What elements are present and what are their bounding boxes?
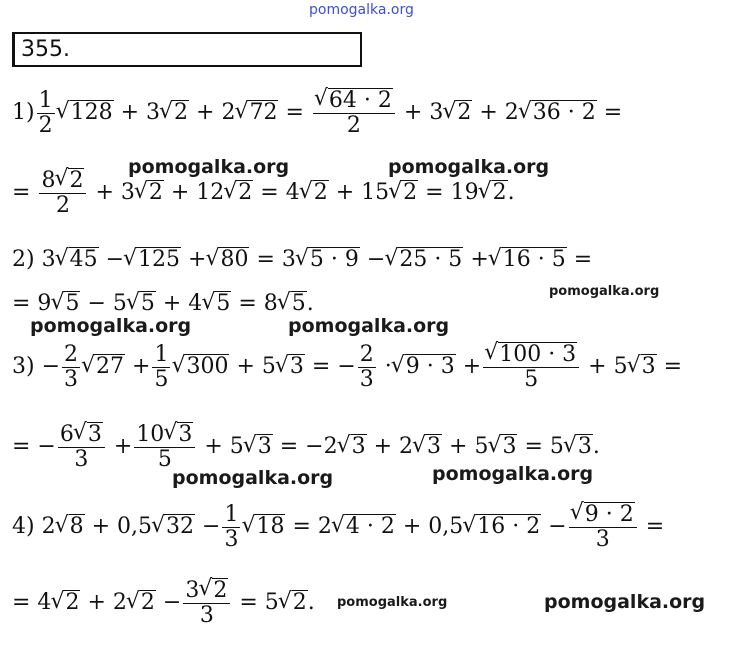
math-text: 3 [427, 434, 442, 459]
fraction [152, 343, 170, 392]
sqrt [51, 291, 80, 317]
fraction [183, 578, 230, 628]
math-text: 16 · 5 [502, 247, 566, 272]
watermark[interactable]: pomogalka.org [288, 315, 450, 337]
math-text: 2 [69, 168, 84, 193]
math-text: 2 [148, 180, 163, 205]
problem-3-line-1 [12, 342, 682, 392]
math-text: · [384, 354, 392, 379]
math-text: 2 [346, 113, 361, 138]
math-text: 3 [224, 526, 239, 552]
sqrt [57, 100, 114, 126]
sqrt [127, 291, 156, 317]
math-text: . [507, 180, 515, 205]
sqrt [279, 590, 308, 616]
fraction [62, 343, 80, 392]
watermark[interactable]: pomogalka.org [172, 467, 334, 489]
sqrt [315, 88, 393, 113]
watermark[interactable]: pomogalka.org [128, 156, 290, 178]
sqrt [385, 247, 463, 273]
sqrt [51, 590, 80, 616]
sqrt [278, 291, 307, 317]
math-text: = [663, 354, 683, 379]
math-text: 18 [256, 514, 285, 539]
math-text: = − [311, 354, 356, 379]
math-text: + 3 [95, 180, 135, 205]
sqrt [152, 514, 195, 540]
sqrt [242, 514, 285, 540]
math-text: = − [12, 434, 56, 459]
math-text: 2 [65, 590, 80, 615]
math-text: 72 [249, 100, 278, 125]
math-text: + 4 [162, 291, 203, 316]
sqrt [124, 247, 181, 273]
math-text: = 4 [12, 590, 52, 615]
math-text: 2 [41, 514, 56, 539]
problem-1-line-2 [12, 168, 515, 218]
math-text: 3 [74, 447, 89, 472]
math-text: + 0,5 [402, 514, 464, 539]
math-text: 2 [174, 100, 189, 125]
math-text: 8 [69, 514, 84, 539]
math-text: + [462, 354, 482, 379]
math-text: 6 [59, 422, 74, 447]
math-text: = 5 [524, 434, 564, 459]
task-number-box [12, 32, 362, 67]
sqrt [519, 100, 597, 126]
sqrt [172, 354, 229, 380]
math-text: 10 [136, 422, 165, 447]
math-text: = [12, 180, 31, 205]
sqrt [628, 354, 657, 380]
math-text: 3 [577, 434, 592, 459]
math-text: 2 [64, 341, 79, 367]
sqrt [488, 434, 517, 460]
sqrt [389, 180, 418, 206]
math-text: 100 · 3 [499, 342, 577, 367]
math-text: 3 [87, 422, 102, 447]
math-text: 2 [238, 180, 253, 205]
watermark-small[interactable]: pomogalka.org [549, 284, 660, 299]
problem-2-line-2 [12, 291, 314, 317]
fraction [483, 342, 579, 392]
math-text: 3 [595, 527, 610, 552]
math-text: 3 [502, 434, 517, 459]
math-text: = 8 [238, 291, 278, 316]
math-text: 5 [216, 291, 231, 316]
math-text: 3 [257, 434, 272, 459]
sqrt [224, 180, 253, 206]
math-text: + [113, 434, 133, 459]
math-text: 5 [154, 366, 169, 392]
math-text: + 2 [373, 434, 414, 459]
math-text: 3 [199, 603, 214, 628]
math-text: 5 [291, 291, 306, 316]
math-text: + 3 [403, 100, 444, 125]
watermark-small[interactable]: pomogalka.org [337, 595, 448, 610]
sqrt [332, 514, 396, 540]
math-text: = 19 [425, 180, 479, 205]
math-text: 2 [38, 112, 53, 138]
math-text: + 2 [196, 100, 236, 125]
math-text: − [105, 247, 125, 272]
sqrt [485, 342, 577, 367]
math-text: 3 [289, 354, 304, 379]
math-text: − [548, 514, 567, 539]
math-text: 2 [457, 100, 472, 125]
math-text: 16 · 2 [477, 514, 541, 539]
sqrt [135, 180, 164, 206]
math-text: . [307, 590, 315, 615]
problem-label: 1) [12, 100, 35, 125]
watermark[interactable]: pomogalka.org [388, 156, 550, 178]
math-text: + [188, 247, 207, 272]
math-text: 1 [38, 87, 53, 113]
problem-label: 3) [12, 354, 35, 379]
sqrt [276, 354, 305, 380]
numerator [313, 88, 395, 114]
math-text: + 5 [449, 434, 489, 459]
math-text: . [592, 434, 600, 459]
problem-4-line-2 [12, 578, 315, 628]
math-text: + 15 [335, 180, 390, 205]
fraction [37, 89, 55, 138]
math-text: = [285, 100, 304, 125]
math-text: 4 · 2 [345, 514, 395, 539]
sqrt [244, 434, 273, 460]
math-text: + 5 [236, 354, 276, 379]
math-text: + 2 [479, 100, 519, 125]
math-text: 3 [185, 578, 200, 603]
sqrt [164, 422, 193, 447]
math-text: + 0,5 [91, 514, 153, 539]
math-text: 25 · 5 [399, 247, 463, 272]
math-text: 3 [351, 434, 366, 459]
math-text: = [645, 514, 665, 539]
math-text: + 3 [120, 100, 161, 125]
sqrt [443, 100, 472, 126]
watermark[interactable]: pomogalka.org [30, 315, 192, 337]
math-text: 2 [313, 180, 328, 205]
math-text: 8 [41, 168, 56, 193]
math-text: + 2 [87, 590, 127, 615]
math-text: − [366, 247, 386, 272]
math-text: 3 [178, 422, 193, 447]
numerator [183, 578, 230, 604]
sqrt [564, 434, 593, 460]
problem-label: 4) [12, 514, 35, 539]
math-text: 2 [213, 578, 228, 603]
fraction [134, 422, 195, 472]
numerator [39, 168, 86, 194]
math-text: 36 · 2 [532, 100, 596, 125]
math-text: 5 [65, 291, 80, 316]
math-text: 9 · 3 [405, 354, 455, 379]
math-text: − 5 [87, 291, 127, 316]
math-text: 45 [69, 247, 98, 272]
fraction [313, 88, 395, 138]
fraction [58, 422, 105, 472]
math-text: + [132, 354, 151, 379]
math-text: 2 [403, 180, 418, 205]
fraction [39, 168, 86, 218]
math-text: − [202, 514, 221, 539]
math-text: 80 [220, 247, 249, 272]
sqrt [571, 502, 635, 527]
math-text: 125 [138, 247, 181, 272]
math-text: = 3 [256, 247, 296, 272]
sqrt [489, 247, 567, 273]
math-text: 2 [140, 590, 155, 615]
math-text: − [162, 590, 182, 615]
math-text: 3 [641, 354, 656, 379]
task-number: 355. [21, 37, 70, 62]
math-text: 300 [186, 354, 229, 379]
math-text: 1 [154, 341, 169, 367]
sqrt [160, 100, 189, 126]
numerator [483, 342, 579, 368]
sqrt [235, 100, 278, 126]
watermark[interactable]: pomogalka.org [544, 591, 706, 613]
problem-label: 2) [12, 247, 35, 272]
math-text: 5 [140, 291, 155, 316]
problem-4-line-1 [12, 502, 664, 552]
sqrt [55, 168, 84, 193]
math-text: − [41, 354, 61, 379]
math-text: 27 [96, 354, 125, 379]
math-text: 5 [524, 367, 539, 392]
math-text: = 5 [239, 590, 279, 615]
sqrt [338, 434, 367, 460]
fraction [222, 503, 240, 552]
sqrt [392, 354, 456, 380]
math-text: 2 [492, 180, 507, 205]
watermark[interactable]: pomogalka.org [432, 463, 594, 485]
math-text: + 12 [170, 180, 225, 205]
math-text: = −2 [279, 434, 338, 459]
problem-1-line-1 [12, 88, 622, 138]
sqrt [56, 514, 85, 540]
sqrt [413, 434, 442, 460]
sqrt [82, 354, 125, 380]
problem-2-line-1 [12, 247, 592, 273]
math-text: 64 · 2 [328, 88, 392, 113]
sqrt [479, 180, 508, 206]
fraction [358, 343, 376, 392]
math-text: 128 [70, 100, 113, 125]
math-text: = 9 [12, 291, 52, 316]
math-text: 5 · 9 [309, 247, 359, 272]
sqrt [74, 422, 103, 447]
math-text: 1 [224, 501, 239, 527]
fraction [569, 502, 637, 552]
math-text: 2 [55, 193, 70, 218]
math-text: 9 · 2 [584, 502, 634, 527]
sqrt [296, 247, 360, 273]
math-text: + 5 [204, 434, 244, 459]
math-text: 3 [359, 366, 374, 392]
math-text: 2 [292, 590, 307, 615]
numerator [134, 422, 195, 448]
sqrt [127, 590, 156, 616]
math-text: . [306, 291, 314, 316]
math-text: 3 [64, 366, 79, 392]
math-text: + 5 [588, 354, 628, 379]
math-text: = [573, 247, 593, 272]
sqrt [202, 291, 231, 317]
math-text: = 2 [292, 514, 332, 539]
sqrt [300, 180, 329, 206]
sqrt [199, 578, 228, 603]
numerator [569, 502, 637, 528]
sqrt [206, 247, 249, 273]
numerator [58, 422, 105, 448]
sqrt [463, 514, 541, 540]
math-text: 32 [166, 514, 195, 539]
sqrt [56, 247, 99, 273]
math-text: 3 [41, 247, 56, 272]
math-text: = [603, 100, 623, 125]
math-text: = 4 [260, 180, 300, 205]
math-text: 5 [157, 447, 172, 472]
watermark-top[interactable]: pomogalka.org [309, 2, 414, 18]
math-text: 2 [359, 341, 374, 367]
math-text: + [470, 247, 489, 272]
